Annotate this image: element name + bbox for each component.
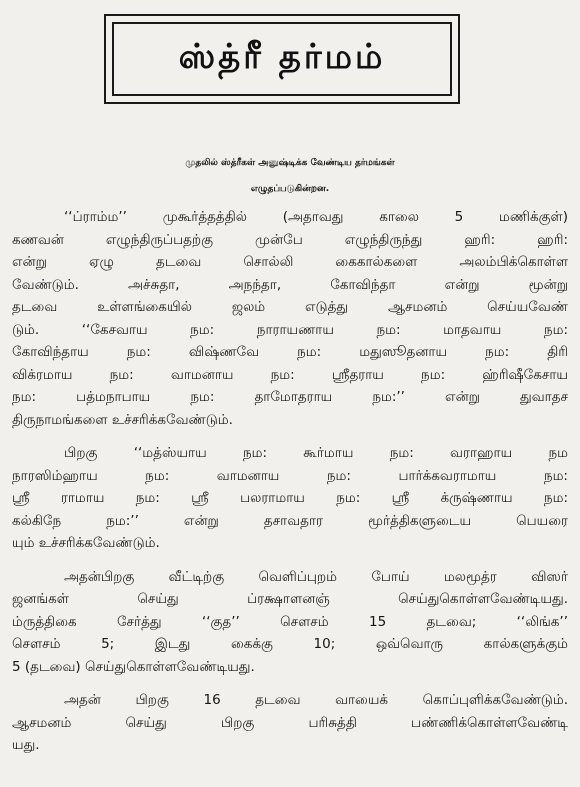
body-text: [12, 206, 568, 768]
intro-line: எழுதப்படுகின்றன.: [250, 184, 330, 194]
text-line: தடவை உள்ளங்கையில் ஜலம் எடுத்து ஆசமனம் செய்யவேண்: [12, 299, 568, 315]
text-line: அதன்பிறகு வீட்டிற்கு வெளிப்புறம் போய் மலமூத்ர விஸர்: [64, 568, 568, 585]
text-line: நாரஸிம்ஹாய நம: வாமனாய நம: பார்க்கவராமாய நம:: [12, 467, 568, 484]
text-line: கணவன் எழுந்திருப்பதற்கு முன்பே எழுந்திருந்து ஹரி: ஹரி:: [12, 231, 568, 248]
intro-line: முதலில் ஸ்த்ரீகள் அனுஷ்டிக்க வேண்டிய தர்மங்கள்: [185, 158, 395, 168]
text-line: சௌசம் 5; இடது கைக்கு 10; ஒவ்வொரு கால்களுக்கும்: [12, 636, 568, 652]
paragraph: [12, 566, 568, 679]
text-line: திருநாமங்களை உச்சரிக்கவேண்டும்.: [12, 411, 233, 428]
paragraph: [12, 689, 568, 757]
text-line: அதன் பிறகு 16 தடவை வாயைக் கொப்புளிக்கவேண்டும்.: [64, 692, 568, 708]
text-line: விக்ரமாய நம: வாமனாய நம: ஸ்ரீதராய நம: ஹ்ரிஷீகேசாய: [12, 366, 568, 383]
paragraph: [12, 206, 568, 431]
text-line: யது.: [12, 737, 40, 753]
title-frame: [104, 14, 460, 104]
intro-heading: [0, 150, 580, 202]
text-line: பிறகு ‘‘மத்ஸ்யாய நம: கூர்மாய நம: வராஹாய நம: [64, 445, 568, 461]
text-line: கல்கிநே நம:’’ என்று தசாவதார மூர்த்திகளுடைய பெயரை: [12, 512, 568, 529]
text-line: நம: பத்மநாபாய நம: தாமோதராய நம:’’ என்று துவாதச: [12, 389, 568, 405]
text-line: ‘‘ப்ராம்ம’’ முகூர்த்தத்தில் (அதாவது காலை 5 மணிக்குள்): [64, 209, 568, 225]
paragraph: [12, 442, 568, 555]
text-line: கோவிந்தாய நம: விஷ்ணவே நம: மதுஸூதனாய நம: திரி: [12, 344, 568, 360]
text-line: யும் உச்சரிக்கவேண்டும்.: [12, 535, 160, 551]
text-line: வேண்டும். அச்சுதா, அநந்தா, கோவிந்தா என்று மூன்று: [12, 276, 568, 293]
text-line: டும். ‘‘கேசவாய நம: நாராயணாய நம: மாதவாய நம:: [12, 321, 568, 338]
text-line: ஆசமனம் செய்து பிறகு பரிசுத்தி பண்ணிக்கொள்ளவேண்டி: [12, 714, 568, 731]
text-line: 5 (தடவை) செய்துகொள்ளவேண்டியது.: [12, 658, 255, 675]
text-line: ம்ருத்திகை சேர்த்து ‘‘குத’’ சௌசம் 15 தடவை; ‘‘லிங்க’’: [12, 613, 568, 630]
text-line: ஜனங்கள் செய்து ப்ரக்ஷாளனஞ் செய்துகொள்ளவேண்டியது.: [12, 591, 568, 607]
page-title: ஸ்த்ரீ தர்மம்: [178, 37, 386, 77]
text-line: ஸ்ரீ ராமாய நம: ஸ்ரீ பலராமாய நம: ஸ்ரீ க்ருஷ்ணாய நம:: [12, 490, 568, 506]
text-line: என்று ஏழு தடவை சொல்லி கைகால்களை அலம்பிக்கொள்ள: [12, 254, 568, 270]
title-inner-frame: [112, 22, 452, 96]
